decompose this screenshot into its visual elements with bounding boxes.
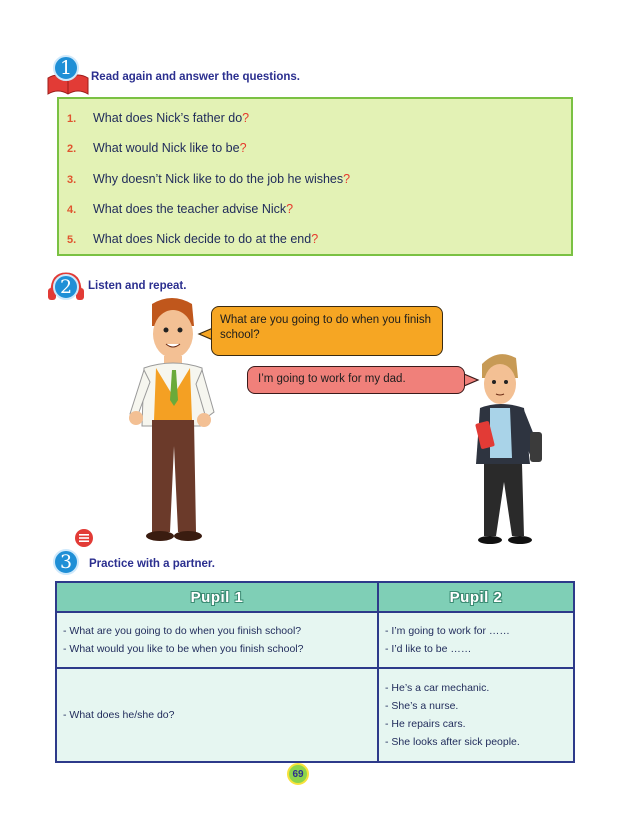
question-item: 5. What does Nick decide to do at the end? [67, 232, 319, 246]
student-illustration [468, 350, 548, 550]
table-cell: - What does he/she do? [56, 668, 378, 762]
header-pupil-1: Pupil 1 [56, 582, 378, 612]
practice-table [55, 581, 575, 763]
section-1-number: 1 [53, 55, 79, 81]
section-3-title: Practice with a partner. [89, 558, 215, 570]
chat-icon [74, 528, 94, 548]
bubble-student: I’m going to work for my dad. [247, 366, 465, 394]
table-row [56, 668, 574, 762]
table-cell: - He’s a car mechanic. - She’s a nurse. - He repairs cars. - She looks after sick people. [378, 668, 574, 762]
question-item: 2. What would Nick like to be? [67, 141, 247, 155]
section-3-number: 3 [53, 549, 79, 575]
question-item: 3. Why doesn’t Nick like to do the job he wishes? [67, 172, 351, 186]
section-2-title: Listen and repeat. [88, 280, 187, 292]
table-cell: - What are you going to do when you finish school? - What would you like to be when you finish school? [56, 612, 378, 668]
table-cell: - I’m going to work for …… - I’d like to be …… [378, 612, 574, 668]
bubble-teacher: What are you going to do when you finish school? [211, 306, 443, 356]
section-2-number: 2 [53, 274, 79, 300]
page-number: 69 [287, 763, 309, 785]
question-item: 1. What does Nick’s father do? [67, 111, 250, 125]
questions-box [57, 97, 573, 256]
section-1-title: Read again and answer the questions. [91, 71, 300, 83]
table-row [56, 612, 574, 668]
header-pupil-2: Pupil 2 [378, 582, 574, 612]
question-item: 4. What does the teacher advise Nick? [67, 202, 294, 216]
